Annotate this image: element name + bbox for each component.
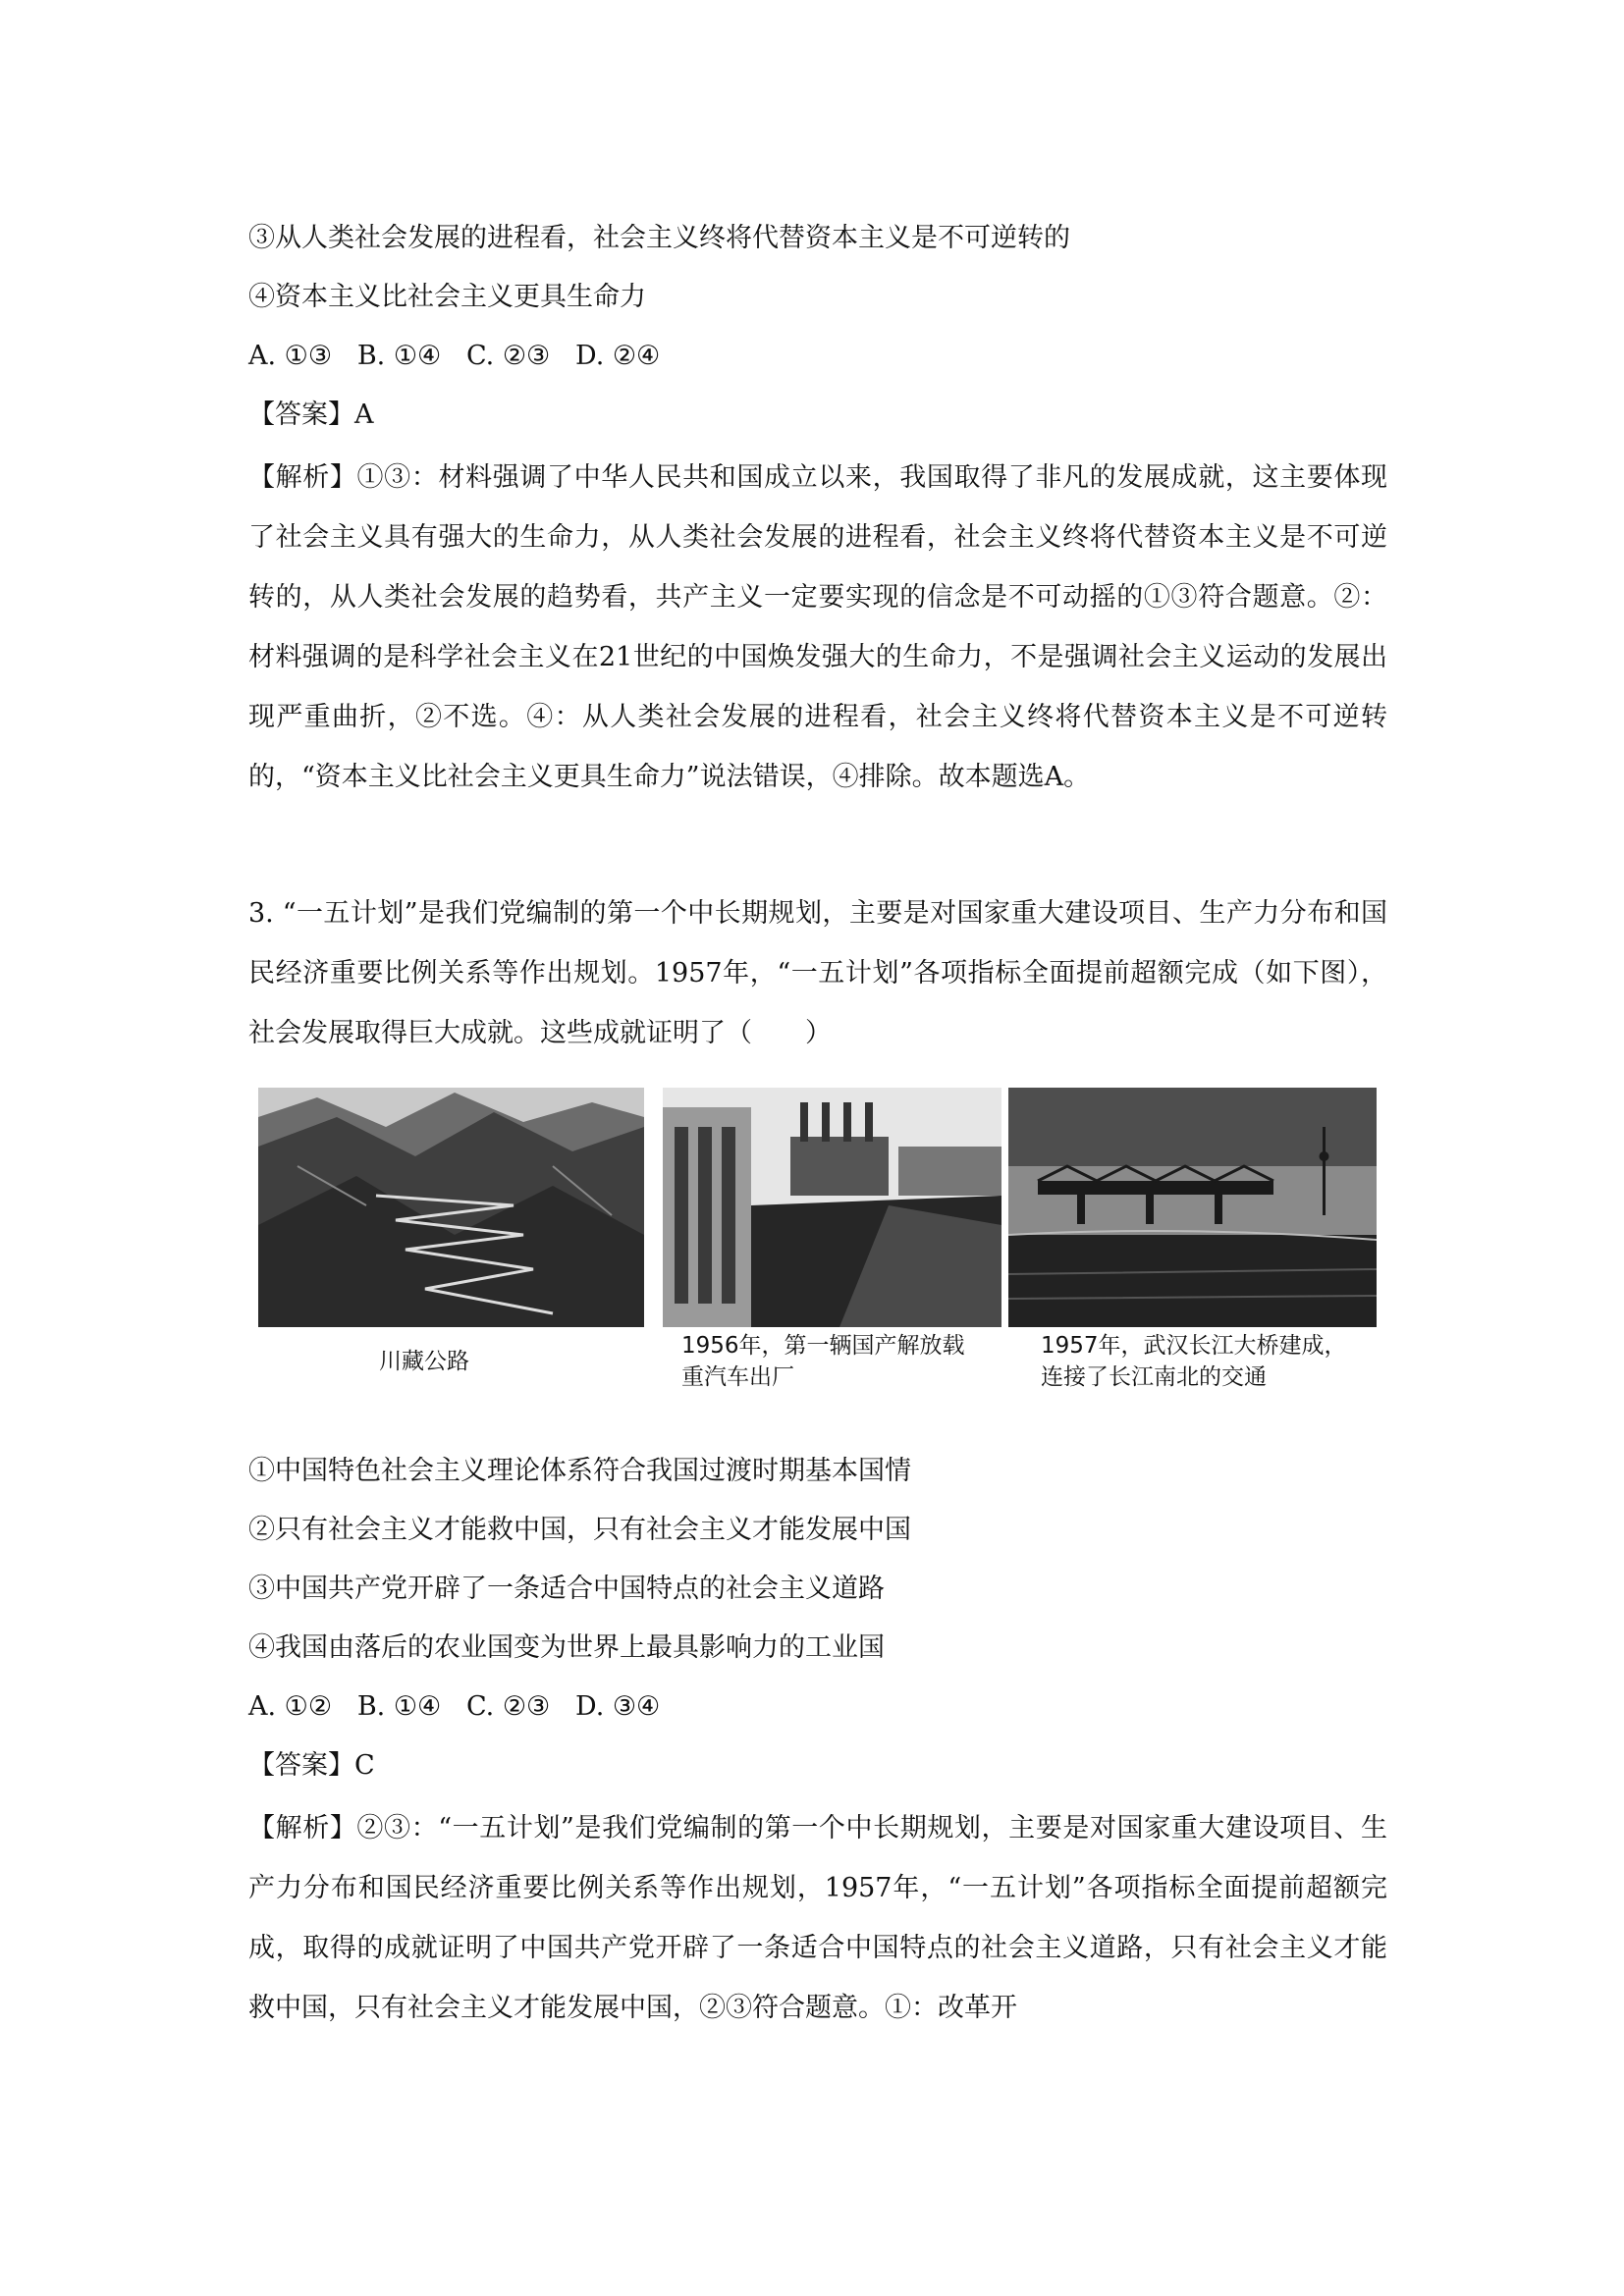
photo-1-caption: 川藏公路 bbox=[379, 1349, 469, 1374]
photo-3-caption-line-2: 连接了长江南北的交通 bbox=[1041, 1364, 1267, 1390]
photo-truck-factory bbox=[663, 1088, 1001, 1327]
q2-option-3: ③从人类社会发展的进程看，社会主义终将代替资本主义是不可逆转的 bbox=[248, 223, 1070, 253]
q2-analysis: 【解析】①③：材料强调了中华人民共和国成立以来，我国取得了非凡的发展成就，这主要体现了社会主义具有强大的生命力，从人类社会发展的进程看，社会主义终将代替资本主义是不可逆转的，从人类社会发展的趋势看，共产主义一定要实现的信念是不可动摇的①③符合题意。②：材料强调的是科学社会主义在21世纪的中国焕发强大的生命力，不是强调社会主义运动的发展出现严重曲折，②不选。④：从人类社会发展的进程看，社会主义终将代替资本主义是不可逆转的，“资本主义比社会主义更具生命力”说法错误，④排除。故本题选A。 bbox=[248, 462, 1387, 792]
q3-answer: 【答案】C bbox=[248, 1750, 375, 1781]
q3-choices: A. ①② B. ①④ C. ②③ D. ③④ bbox=[248, 1691, 661, 1722]
photo-2-caption-line-2: 重汽车出厂 bbox=[681, 1364, 794, 1390]
q3-analysis: 【解析】②③：“一五计划”是我们党编制的第一个中长期规划，主要是对国家重大建设项目、生产力分布和国民经济重要比例关系等作出规划，1957年，“一五计划”各项指标全面提前超额完成，取得的成就证明了中国共产党开辟了一条适合中国特点的社会主义道路，只有社会主义才能救中国，只有社会主义才能发展中国，②③符合题意。①：改革开 bbox=[248, 1813, 1387, 2023]
q2-choices: A. ①③ B. ①④ C. ②③ D. ②④ bbox=[248, 341, 661, 371]
q3-stem: 3. “一五计划”是我们党编制的第一个中长期规划，主要是对国家重大建设项目、生产力分布和国民经济重要比例关系等作出规划。1957年，“一五计划”各项指标全面提前超额完成（如下图），社会发展取得巨大成就。这些成就证明了（ ） bbox=[248, 898, 1387, 1048]
photo-3-caption-line-1: 1957年，武汉长江大桥建成， bbox=[1041, 1333, 1347, 1359]
q3-option-4: ④我国由落后的农业国变为世界上最具影响力的工业国 bbox=[248, 1632, 885, 1663]
photo-sichuan-tibet-highway bbox=[258, 1088, 644, 1327]
q3-option-2: ②只有社会主义才能救中国，只有社会主义才能发展中国 bbox=[248, 1515, 911, 1545]
photo-2-caption-line-1: 1956年，第一辆国产解放载 bbox=[681, 1333, 965, 1359]
q3-option-3: ③中国共产党开辟了一条适合中国特点的社会主义道路 bbox=[248, 1574, 885, 1604]
q3-option-1: ①中国特色社会主义理论体系符合我国过渡时期基本国情 bbox=[248, 1456, 911, 1486]
q2-option-4: ④资本主义比社会主义更具生命力 bbox=[248, 282, 646, 312]
q2-answer: 【答案】A bbox=[248, 400, 374, 430]
photo-wuhan-yangtze-bridge bbox=[1008, 1088, 1377, 1327]
